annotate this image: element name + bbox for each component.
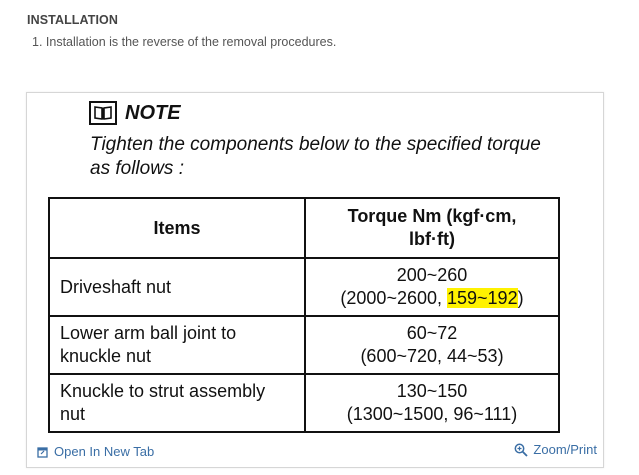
item-cell	[49, 374, 305, 432]
item-name: nut	[60, 404, 86, 424]
book-icon	[89, 101, 117, 125]
table-header-row	[49, 198, 559, 258]
torque-cell	[305, 374, 559, 432]
instruction-line: Tighten the components below to the specified torque	[90, 134, 541, 155]
torque-alt	[316, 287, 548, 310]
item-cell	[49, 258, 305, 316]
zoom-icon	[514, 443, 528, 457]
figure-frame	[26, 92, 604, 468]
table-row	[49, 374, 559, 432]
header-items: Items	[49, 198, 305, 258]
torque-nm: 130~150	[396, 381, 468, 401]
torque-alt: (1300~1500, 96~111)	[346, 404, 518, 424]
torque-table	[48, 197, 560, 433]
open-new-tab-link[interactable]	[37, 444, 154, 459]
torque-alt: (600~720, 44~53)	[360, 346, 504, 366]
item-name: Lower arm ball joint to	[60, 323, 237, 343]
open-new-tab-icon	[37, 446, 49, 458]
torque-cell	[305, 316, 559, 374]
zoom-print-link[interactable]	[514, 442, 597, 457]
note-label: NOTE	[125, 101, 181, 124]
table-row	[49, 258, 559, 316]
zoom-print-label[interactable]: Zoom/Print	[533, 442, 597, 457]
item-name: Knuckle to strut assembly	[60, 381, 266, 401]
header-torque	[305, 198, 559, 258]
installation-step: 1. Installation is the reverse of the removal procedures.	[32, 35, 337, 49]
note-header	[89, 101, 181, 125]
torque-nm: 60~72	[406, 323, 458, 343]
open-new-tab-label[interactable]: Open In New Tab	[54, 444, 155, 459]
torque-instruction	[90, 133, 580, 181]
item-name: knuckle nut	[60, 346, 152, 366]
torque-alt-suffix: )	[517, 288, 524, 308]
torque-alt-prefix: (2000~2600,	[340, 288, 447, 308]
torque-cell	[305, 258, 559, 316]
item-cell	[49, 316, 305, 374]
instruction-line: as follows :	[90, 158, 184, 179]
torque-nm: 200~260	[396, 265, 468, 285]
header-torque-line: lbf·ft)	[409, 229, 455, 249]
item-highlight	[60, 277, 171, 297]
item-name: Driveshaft nut	[60, 276, 172, 297]
header-torque-line: Torque Nm (kgf·cm,	[347, 206, 517, 226]
section-heading: INSTALLATION	[27, 13, 119, 27]
table-row	[49, 316, 559, 374]
torque-lbf-highlight: 159~192	[447, 288, 518, 308]
